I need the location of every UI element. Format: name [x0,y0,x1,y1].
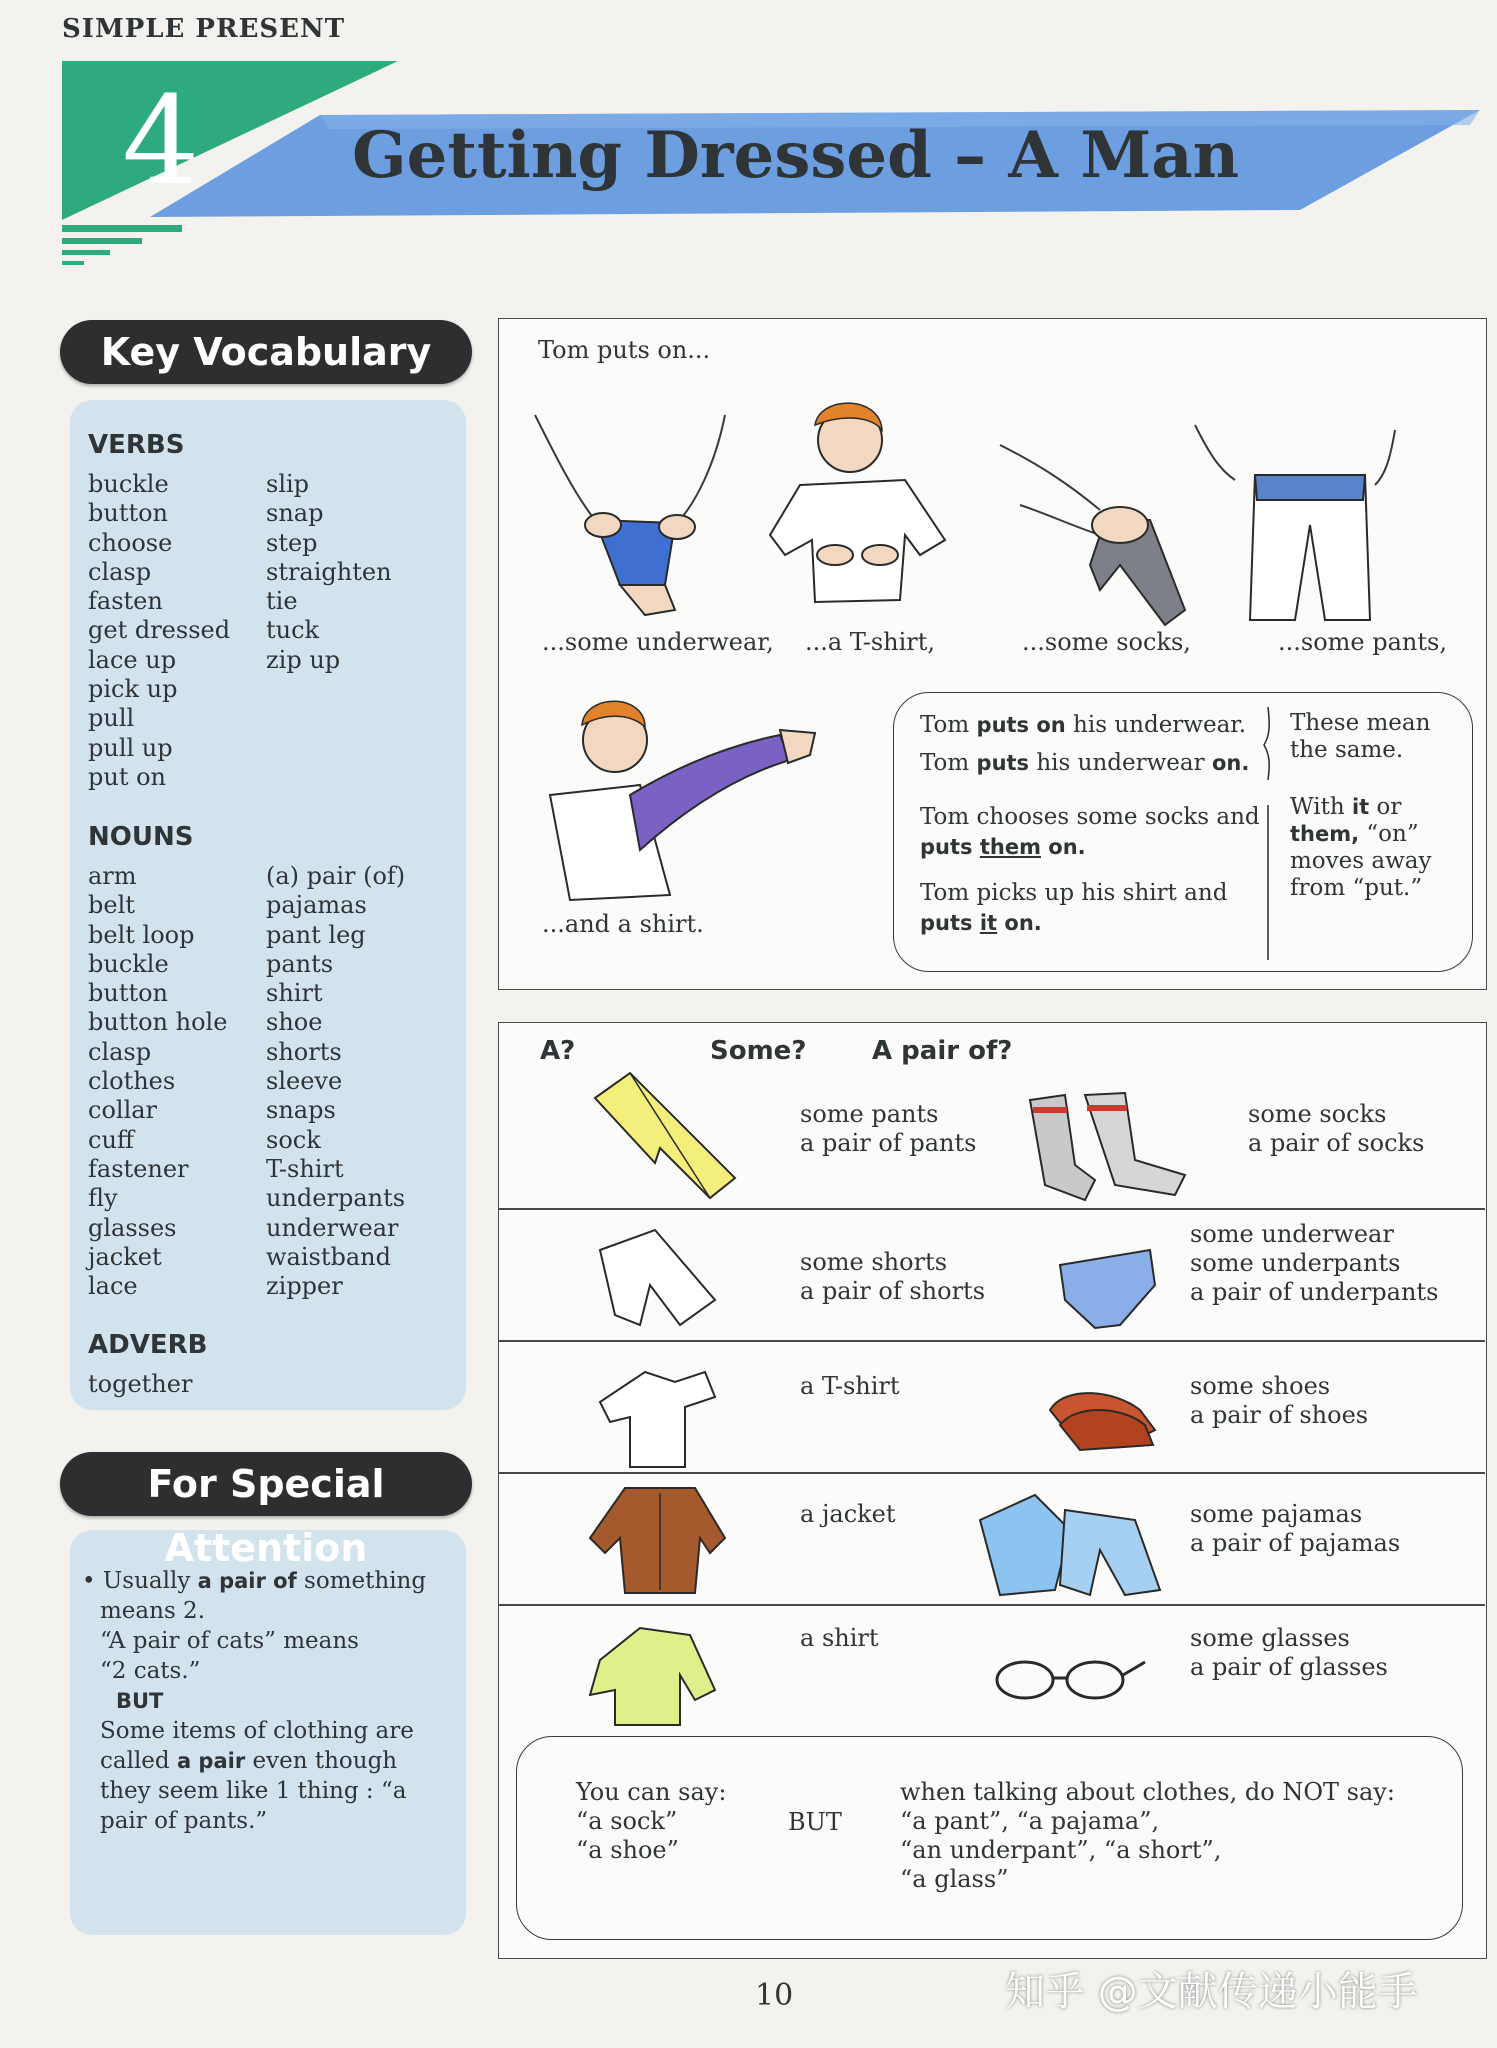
vocab-word: pajamas [266,891,367,920]
text-line: when talking about clothes, do NOT say: [900,1778,1395,1806]
text-line: a pair of pajamas [1190,1529,1401,1557]
text-line: Tom picks up his shirt and [920,880,1228,906]
row-5-right-text [1190,1624,1388,1682]
vocab-word: button [88,979,169,1008]
vocab-word: collar [88,1096,158,1125]
text-line: a pair of shoes [1190,1401,1369,1429]
puts-on-intro: Tom puts on... [538,336,711,364]
vocab-word: zip up [266,645,341,674]
pants-illustration [1185,415,1415,625]
vocab-word: T-shirt [266,1154,344,1183]
text-line: some socks [1248,1100,1387,1128]
vocab-word: button [88,499,169,528]
row-3-right-text [1190,1372,1368,1430]
text-span: Tom [920,750,977,776]
text-span: something [296,1568,427,1594]
row-1-left-text [800,1100,976,1158]
text-line: “a pant”, “a pajama”, [900,1807,1160,1835]
header-pair-of: A pair of? [872,1036,1013,1066]
nouns-column-1 [88,862,227,1301]
bold-phrase: it [979,911,998,935]
vocab-word: choose [88,528,173,557]
caption-underwear: ...some underwear, [542,628,774,656]
usage-but: BUT [788,1808,842,1836]
bullet: • [82,1568,96,1594]
vocab-word: glasses [88,1213,177,1242]
shorts-icon [595,1225,725,1335]
bold-phrase: a pair [176,1749,246,1773]
watermark: 知乎 @文献传递小能手 [1005,1969,1418,2015]
text-line: Some items of clothing are [100,1718,414,1744]
text-line: some pants [800,1100,939,1128]
text-span: called [100,1748,177,1774]
brace-divider [1258,705,1278,963]
text-line: “A pair of cats” means [100,1628,359,1654]
text-line: from “put.” [1290,875,1423,901]
text-line: some glasses [1190,1624,1350,1652]
vocab-word: tie [266,587,298,616]
text-line: some pajamas [1190,1500,1363,1528]
vocab-word: button hole [88,1008,228,1037]
text-span: With [1290,794,1352,820]
usage-do-not-say [900,1778,1395,1894]
vocab-word: straighten [266,557,392,586]
vocab-word: get dressed [88,616,231,645]
bold-phrase: a pair of [197,1569,297,1593]
caption-pants: ...some pants, [1278,628,1447,656]
bold-phrase: puts [976,751,1030,775]
row-4-left-text [800,1500,896,1529]
key-vocabulary-heading: Key Vocabulary [60,320,472,384]
underpants-icon [1055,1240,1165,1335]
text-span: even though [245,1748,398,1774]
text-span: “on” [1359,821,1419,847]
text-line: some shoes [1190,1372,1331,1400]
row-divider [498,1208,1485,1210]
socks-icon [1025,1085,1195,1200]
row-2-right-text [1190,1220,1438,1307]
text-span: his underwear. [1065,712,1247,738]
vocab-word: zipper [266,1272,343,1301]
vocab-word: shirt [266,979,323,1008]
vocab-word: clasp [88,1037,152,1066]
text-line: “2 cats.” [100,1658,201,1684]
text-line: a pair of socks [1248,1129,1425,1157]
vocab-word: jacket [88,1242,162,1271]
special-attention-text [82,1566,442,1836]
header-a: A? [540,1036,576,1066]
unit-number: 4 [122,70,200,212]
grammar-rule [1290,710,1431,902]
vocab-word: fly [88,1184,118,1213]
vocab-word: lace up [88,645,177,674]
vocab-word: put on [88,762,166,791]
vocab-word: pants [266,949,334,978]
text-line: a pair of shorts [800,1277,986,1305]
vocab-word: waistband [266,1242,391,1271]
vocab-word: underwear [266,1213,399,1242]
verbs-column-1 [88,470,230,792]
vocab-word: belt [88,891,135,920]
vocab-word: buckle [88,949,169,978]
bold-phrase: puts [920,911,980,935]
verbs-heading: VERBS [88,430,185,460]
bold-phrase: puts [920,835,980,859]
grammar-examples [920,710,1260,938]
vocab-word: clasp [88,557,152,586]
shirt-icon [580,1620,720,1730]
vocab-word: pant leg [266,920,366,949]
bold-phrase: them, [1290,822,1360,846]
socks-illustration [1000,425,1210,625]
vocab-word: snaps [266,1096,336,1125]
text-span: his underwear [1029,750,1212,776]
text-line: a shirt [800,1624,879,1652]
text-line: pair of pants.” [100,1808,268,1834]
tshirt-man-illustration [760,390,975,620]
text-line: These mean [1290,710,1431,736]
tshirt-icon [590,1362,720,1472]
vocab-word: sock [266,1125,321,1154]
adverb-list [88,1370,192,1399]
row-3-left-text [800,1372,900,1401]
vocab-word: lace [88,1272,138,1301]
but-label: BUT [116,1689,164,1713]
vocab-word: underpants [266,1184,406,1213]
vocab-word: together [88,1370,193,1398]
vocab-word: slip [266,470,310,498]
section-label: SIMPLE PRESENT [62,14,346,44]
pajamas-icon [975,1490,1165,1600]
vocab-word: belt loop [88,920,195,949]
text-line: a jacket [800,1500,896,1528]
text-line: “a shoe” [576,1836,679,1864]
text-line: “a sock” [576,1807,678,1835]
bold-phrase: on. [1040,835,1086,859]
vocab-word: pull up [88,733,173,762]
page-number: 10 [755,1978,794,2013]
vocab-word: pull [88,704,135,733]
vocab-word: clothes [88,1067,176,1096]
nouns-heading: NOUNS [88,822,194,852]
text-line: a pair of glasses [1190,1653,1388,1681]
bold-phrase: it [1351,795,1370,819]
verbs-column-2 [266,470,392,675]
caption-socks: ...some socks, [1022,628,1191,656]
vocab-word: shoe [266,1008,323,1037]
glasses-icon [990,1650,1150,1705]
text-line: they seem like 1 thing : “a [100,1778,407,1804]
special-attention-heading: For Special Attention [60,1452,472,1516]
row-4-right-text [1190,1500,1400,1558]
row-divider [498,1604,1485,1606]
text-line: a pair of underpants [1190,1278,1439,1306]
usage-can-say [576,1778,726,1865]
vocab-word: snap [266,499,324,528]
vocab-word: buckle [88,470,169,498]
vocab-word: arm [88,862,137,890]
vocab-word: shorts [266,1037,342,1066]
text-line: Tom chooses some socks and [920,804,1260,830]
row-5-left-text [800,1624,879,1653]
vocab-word: pick up [88,675,178,704]
vocab-word: tuck [266,616,320,645]
bold-phrase: puts on [976,713,1066,737]
text-line: means 2. [100,1598,206,1624]
bold-phrase: on. [1211,751,1250,775]
text-line: the same. [1290,737,1404,763]
vocab-word: fasten [88,587,163,616]
vocab-word: cuff [88,1125,134,1154]
text-span: Usually [102,1568,198,1594]
text-line: some underpants [1190,1249,1401,1277]
row-1-right-text [1248,1100,1424,1158]
row-divider [498,1472,1485,1474]
page-title: Getting Dressed – A Man [352,118,1240,193]
text-line: a T-shirt [800,1372,900,1400]
vocab-word: fastener [88,1154,189,1183]
bold-phrase: on. [997,911,1042,935]
text-line: some underwear [1190,1220,1394,1248]
text-line: some shorts [800,1248,948,1276]
row-divider [498,1340,1485,1342]
jacket-icon [585,1478,735,1598]
row-2-left-text [800,1248,985,1306]
caption-tshirt: ...a T-shirt, [805,628,936,656]
nouns-column-2 [266,862,405,1301]
header-some: Some? [710,1036,807,1066]
underwear-illustration [525,395,755,625]
adverb-heading: ADVERB [88,1330,208,1360]
vocab-word: step [266,528,318,557]
text-line: “an underpant”, “a short”, [900,1836,1222,1864]
shoes-icon [1045,1375,1165,1455]
text-line: “a glass” [900,1865,1009,1893]
shirt-man-illustration [530,685,820,915]
text-span: or [1369,794,1402,820]
text-line: moves away [1290,848,1432,874]
bold-phrase: them [979,835,1041,859]
text-line: a pair of pants [800,1129,977,1157]
caption-shirt: ...and a shirt. [542,910,704,938]
vocab-word: sleeve [266,1067,343,1096]
text-line: You can say: [576,1778,727,1806]
pants-icon [590,1068,740,1203]
text-span: Tom [920,712,977,738]
vocab-word: (a) pair (of) [266,862,406,890]
